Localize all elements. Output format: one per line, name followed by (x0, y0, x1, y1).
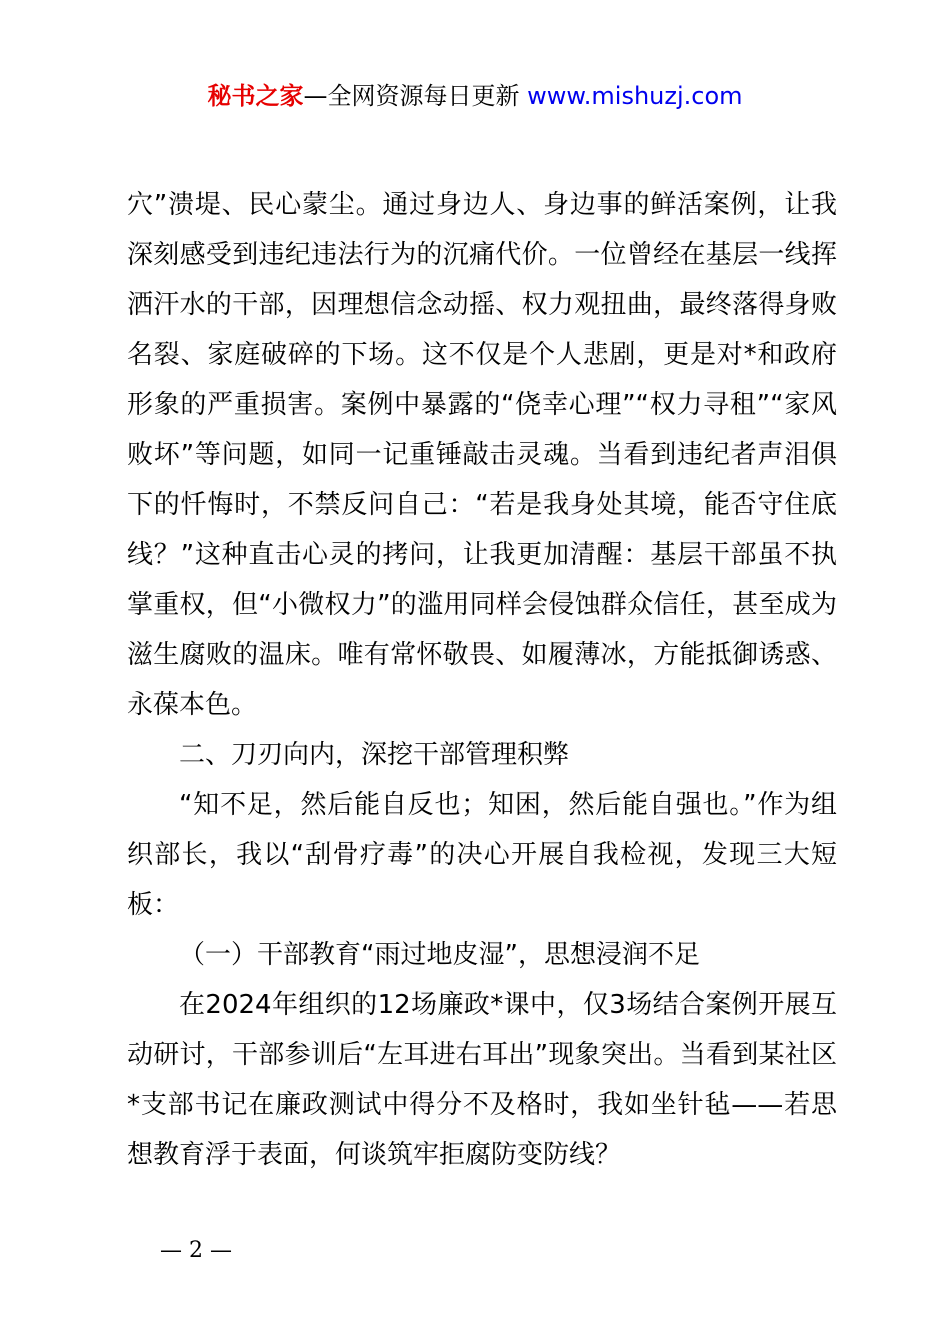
section-heading: 二、刀刃向内，深挖干部管理积弊 (179, 740, 570, 770)
site-header (0, 80, 950, 112)
paragraph-self-review: “知不足，然后能自反也；知困，然后能自强也。”作为组织部长，我以“刮骨疗毒”的决心开展自我检视，发现三大短板： (127, 790, 837, 920)
subsection-heading: （一）干部教育“雨过地皮湿”，思想浸润不足 (179, 940, 700, 970)
brand-name: 秘书之家 (207, 82, 304, 110)
document-body (127, 180, 837, 1180)
paragraph-education: 在2024年组织的12场廉政*课中，仅3场结合案例开展互动研讨，干部参训后“左耳进右耳出”现象突出。当看到某社区*支部书记在廉政测试中得分不及格时，我如坐针毡——若思想教育浮于表面，何谈筑牢拒腐防变防线？ (127, 990, 837, 1170)
paragraph-continuation: 穴”溃堤、民心蒙尘。通过身边人、身边事的鲜活案例，让我深刻感受到违纪违法行为的沉痛代价。一位曾经在基层一线挥洒汗水的干部，因理想信念动摇、权力观扭曲，最终落得身败名裂、家庭破碎的下场。这不仅是个人悲剧，更是对*和政府形象的严重损害。案例中暴露的“侥幸心理”“权力寻租”“家风败坏”等问题，如同一记重锤敲击灵魂。当看到违纪者声泪俱下的忏悔时，不禁反问自己：“若是我身处其境，能否守住底线？”这种直击心灵的拷问，让我更加清醒：基层干部虽不执掌重权，但“小微权力”的滥用同样会侵蚀群众信任，甚至成为滋生腐败的温床。唯有常怀敬畏、如履薄冰，方能抵御诱惑、永葆本色。 (127, 190, 837, 720)
page-number: — 2 — (160, 1238, 232, 1263)
header-slogan: —全网资源每日更新 (303, 82, 528, 110)
site-url[interactable]: www.mishuzj.com (527, 82, 743, 110)
